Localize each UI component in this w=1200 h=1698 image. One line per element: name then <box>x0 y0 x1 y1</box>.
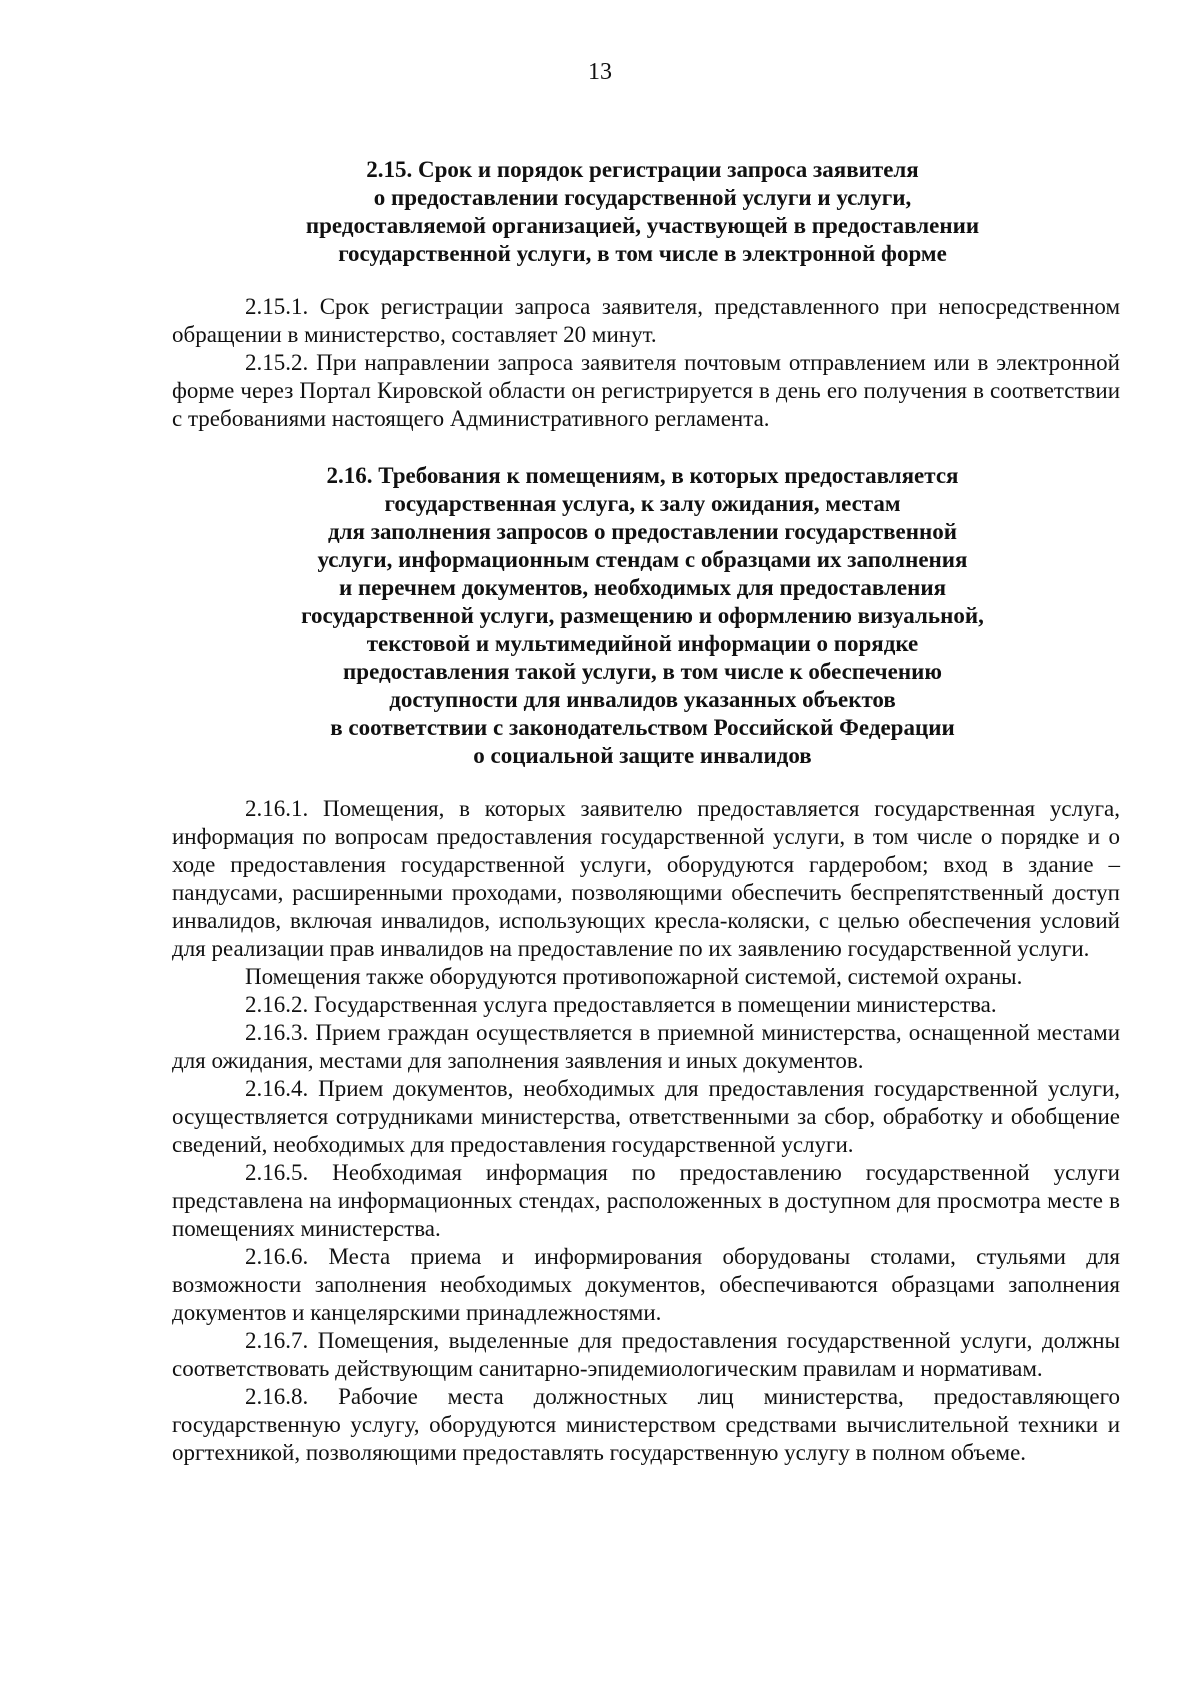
heading-line: предоставляемой организацией, участвующей в предоставлении <box>305 213 980 238</box>
heading-line: доступности для инвалидов указанных объектов <box>389 687 896 712</box>
paragraph-2-16-3: 2.16.3. Прием граждан осуществляется в приемной министерства, оснащенной местами для ожидания, местами для заполнения заявления и иных документов. <box>172 1020 1120 1073</box>
section-body-2-15 <box>172 293 1120 433</box>
heading-line: государственной услуги, в том числе в электронной форме <box>338 241 947 266</box>
heading-line: услуги, информационным стендам с образцами их заполнения <box>317 547 968 572</box>
paragraph-2-16-4: 2.16.4. Прием документов, необходимых для предоставления государственной услуги, осуществляется сотрудниками министерства, ответственными за сбор, обработку и обобщение сведений, необходимых для предоставления государственной услуги. <box>172 1076 1120 1157</box>
heading-line: 2.15. Срок и порядок регистрации запроса заявителя <box>366 157 919 182</box>
heading-line: о предоставлении государственной услуги и услуги, <box>373 185 912 210</box>
paragraph-2-16-6: 2.16.6. Места приема и информирования оборудованы столами, стульями для возможности заполнения необходимых документов, обеспечиваются образцами заполнения документов и канцелярскими принадлежностями. <box>172 1244 1120 1325</box>
paragraph-2-15-1: 2.15.1. Срок регистрации запроса заявителя, представленного при непосредственном обращении в министерство, составляет 20 минут. <box>172 294 1120 347</box>
heading-line: и перечнем документов, необходимых для предоставления <box>338 575 947 600</box>
section-body-2-16 <box>172 795 1120 1467</box>
section-heading-2-16 <box>170 462 1115 770</box>
paragraph-2-16-1-cont: Помещения также оборудуются противопожарной системой, системой охраны. <box>245 964 1023 989</box>
paragraph-2-16-5: 2.16.5. Необходимая информация по предоставлению государственной услуги представлена на информационных стендах, расположенных в доступном для просмотра месте в помещениях министерства. <box>172 1160 1120 1241</box>
heading-line: предоставления такой услуги, в том числе к обеспечению <box>343 659 942 684</box>
heading-line: текстовой и мультимедийной информации о порядке <box>366 631 919 656</box>
paragraph-2-16-1: 2.16.1. Помещения, в которых заявителю предоставляется государственная услуга, информация по вопросам предоставления государственной услуги, в том числе о порядке и о ходе предоставления государственной услуги, оборудуются гардеробом; вход в здание – пандусами, расширенными проходами, позволяющими обеспечить беспрепятственный доступ инвалидов, включая инвалидов, использующих кресла-коляски, с целью обеспечения условий для реализации прав инвалидов на предоставление по их заявлению государственной услуги. <box>172 796 1120 961</box>
paragraph-2-15-2: 2.15.2. При направлении запроса заявителя почтовым отправлением или в электронной форме через Портал Кировской области он регистрируется в день его получения в соответствии с требованиями настоящего Административного регламента. <box>172 350 1120 431</box>
paragraph-2-16-8: 2.16.8. Рабочие места должностных лиц министерства, предоставляющего государственную услугу, оборудуются министерством средствами вычислительной техники и оргтехникой, позволяющими предоставлять государственную услугу в полном объеме. <box>172 1384 1120 1465</box>
heading-line: государственная услуга, к залу ожидания, местам <box>384 491 901 516</box>
paragraph-2-16-7: 2.16.7. Помещения, выделенные для предоставления государственной услуги, должны соответствовать действующим санитарно-эпидемиологическим правилам и нормативам. <box>172 1328 1120 1381</box>
heading-line: о социальной защите инвалидов <box>473 743 812 768</box>
section-heading-2-15 <box>170 156 1115 268</box>
heading-line: в соответствии с законодательством Российской Федерации <box>330 715 955 740</box>
paragraph-2-16-2: 2.16.2. Государственная услуга предоставляется в помещении министерства. <box>245 992 997 1017</box>
heading-line: для заполнения запросов о предоставлении государственной <box>328 519 957 544</box>
page-number: 13 <box>588 59 612 85</box>
heading-line: государственной услуги, размещению и оформлению визуальной, <box>301 603 984 628</box>
heading-line: 2.16. Требования к помещениям, в которых предоставляется <box>326 463 959 488</box>
